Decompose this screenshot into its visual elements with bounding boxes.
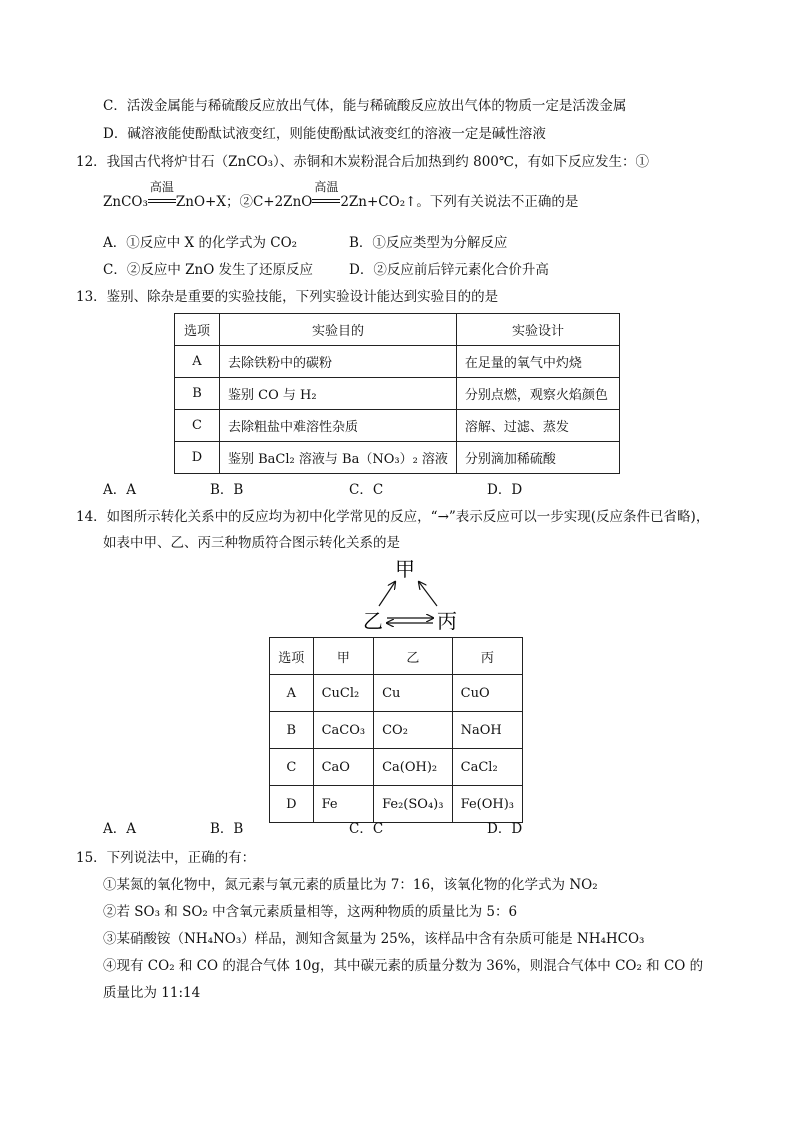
q12-eq-end: 2Zn+CO₂↑。下列有关说法不正确的是 <box>340 194 579 210</box>
q13-answer-b: B．B <box>210 482 244 498</box>
node-yi: 乙 <box>363 609 383 633</box>
q14-answer-c: C．C <box>349 821 384 837</box>
q12-eq-reactant: ZnCO₃ <box>103 194 148 210</box>
node-jia: 甲 <box>395 557 415 581</box>
q12-option-b: B．①反应类型为分解反应 <box>349 235 508 251</box>
q13-answer-a: A．A <box>103 482 136 498</box>
table-cell: B <box>270 712 314 749</box>
table-cell: D <box>175 442 220 474</box>
header-cell: 实验目的 <box>220 314 457 346</box>
table-header-row <box>175 314 620 346</box>
table-row <box>270 786 523 823</box>
table-cell: 在足量的氧气中灼烧 <box>456 346 619 378</box>
table-cell: 分别点燃，观察火焰颜色 <box>456 378 619 410</box>
arrow-yi-to-jia <box>379 582 395 606</box>
table-cell: 鉴别 CO 与 H₂ <box>220 378 457 410</box>
arrow-bing-to-jia <box>419 582 437 606</box>
table-cell: Fe(OH)₃ <box>452 786 522 823</box>
table-cell: Fe₂(SO₄)₃ <box>374 786 453 823</box>
q15-item-3: ③某硝酸铵（NH₄NO₃）样品，测知含氮量为 25%，该样品中含有杂质可能是 NH₄HCO₃ <box>103 931 645 947</box>
table-cell: CaO <box>313 749 374 786</box>
condition-text-1: 高温 <box>149 180 174 194</box>
q15-stem: 15．下列说法中，正确的有： <box>76 850 256 866</box>
table-cell: Cu <box>374 675 453 712</box>
reaction-condition-2 <box>312 180 340 211</box>
q14-stem-line1: 14．如图所示转化关系中的反应均为初中化学常见的反应，“→”表示反应可以一步实现(反应条件已省略)， <box>76 509 710 525</box>
table-cell: CO₂ <box>374 712 453 749</box>
table-cell: C <box>270 749 314 786</box>
q13-answer-d: D．D <box>487 482 523 498</box>
table-cell: Ca(OH)₂ <box>374 749 453 786</box>
table-cell: 去除粗盐中难溶性杂质 <box>220 410 457 442</box>
condition-text-2: 高温 <box>314 180 339 194</box>
q15-item-4-cont: 质量比为 11:14 <box>103 985 201 1001</box>
table-cell: A <box>175 346 220 378</box>
q15-item-1: ①某氮的氧化物中，氮元素与氧元素的质量比为 7：16，该氧化物的化学式为 NO₂ <box>103 877 598 893</box>
q14-answer-b: B．B <box>210 821 244 837</box>
table-cell: B <box>175 378 220 410</box>
equals-sign-icon <box>148 199 176 203</box>
q13-stem: 13．鉴别、除杂是重要的实验技能，下列实验设计能达到实验目的的是 <box>76 289 499 305</box>
table-cell: 鉴别 BaCl₂ 溶液与 Ba（NO₃）₂ 溶液 <box>220 442 457 474</box>
q13-answer-c: C．C <box>349 482 384 498</box>
table-row <box>175 442 620 474</box>
header-cell: 甲 <box>313 638 374 675</box>
equals-sign-icon <box>312 199 340 203</box>
table-cell: C <box>175 410 220 442</box>
table-header-row <box>270 638 523 675</box>
q15-item-2: ②若 SO₃ 和 SO₂ 中含氧元素质量相等，这两种物质的质量比为 5：6 <box>103 904 518 920</box>
table-row <box>270 675 523 712</box>
q12-stem: 12．我国古代将炉甘石（ZnCO₃）、赤铜和木炭粉混合后加热到约 800℃，有如下反应发生：① <box>76 154 649 170</box>
table-cell: A <box>270 675 314 712</box>
header-cell: 选项 <box>270 638 314 675</box>
reaction-condition-1 <box>148 180 176 211</box>
q12-option-a: A．①反应中 X 的化学式为 CO₂ <box>103 235 298 251</box>
header-cell: 乙 <box>374 638 453 675</box>
table-cell: CuO <box>452 675 522 712</box>
table-cell: 溶解、过滤、蒸发 <box>456 410 619 442</box>
table-row <box>270 749 523 786</box>
conversion-diagram <box>355 556 465 634</box>
table-cell: CaCl₂ <box>452 749 522 786</box>
q14-answer-a: A．A <box>103 821 136 837</box>
q12-equations <box>103 180 579 211</box>
table-row <box>175 346 620 378</box>
q14-table <box>269 637 523 823</box>
table-cell: 去除铁粉中的碳粉 <box>220 346 457 378</box>
table-cell: NaOH <box>452 712 522 749</box>
q14-answer-d: D．D <box>487 821 523 837</box>
q11-option-d: D．碱溶液能使酚酞试液变红，则能使酚酞试液变红的溶液一定是碱性溶液 <box>103 126 546 142</box>
node-bing: 丙 <box>437 609 457 633</box>
q11-option-c: C．活泼金属能与稀硫酸反应放出气体，能与稀硫酸反应放出气体的物质一定是活泼金属 <box>103 98 627 114</box>
q13-table <box>174 313 620 474</box>
table-row <box>175 378 620 410</box>
q12-option-d: D．②反应前后锌元素化合价升高 <box>349 262 549 278</box>
table-cell: CaCO₃ <box>313 712 374 749</box>
table-row <box>175 410 620 442</box>
table-cell: CuCl₂ <box>313 675 374 712</box>
table-cell: D <box>270 786 314 823</box>
q14-stem-line2: 如表中甲、乙、丙三种物质符合图示转化关系的是 <box>103 535 400 551</box>
q12-eq-middle: ZnO+X；②C+2ZnO <box>175 194 313 210</box>
table-row <box>270 712 523 749</box>
table-cell: 分别滴加稀硫酸 <box>456 442 619 474</box>
q15-item-4: ④现有 CO₂ 和 CO 的混合气体 10g，其中碳元素的质量分数为 36%，则混合气体中 CO₂ 和 CO 的 <box>103 958 704 974</box>
table-cell: Fe <box>313 786 374 823</box>
header-cell: 选项 <box>175 314 220 346</box>
header-cell: 丙 <box>452 638 522 675</box>
header-cell: 实验设计 <box>456 314 619 346</box>
q12-option-c: C．②反应中 ZnO 发生了还原反应 <box>103 262 314 278</box>
